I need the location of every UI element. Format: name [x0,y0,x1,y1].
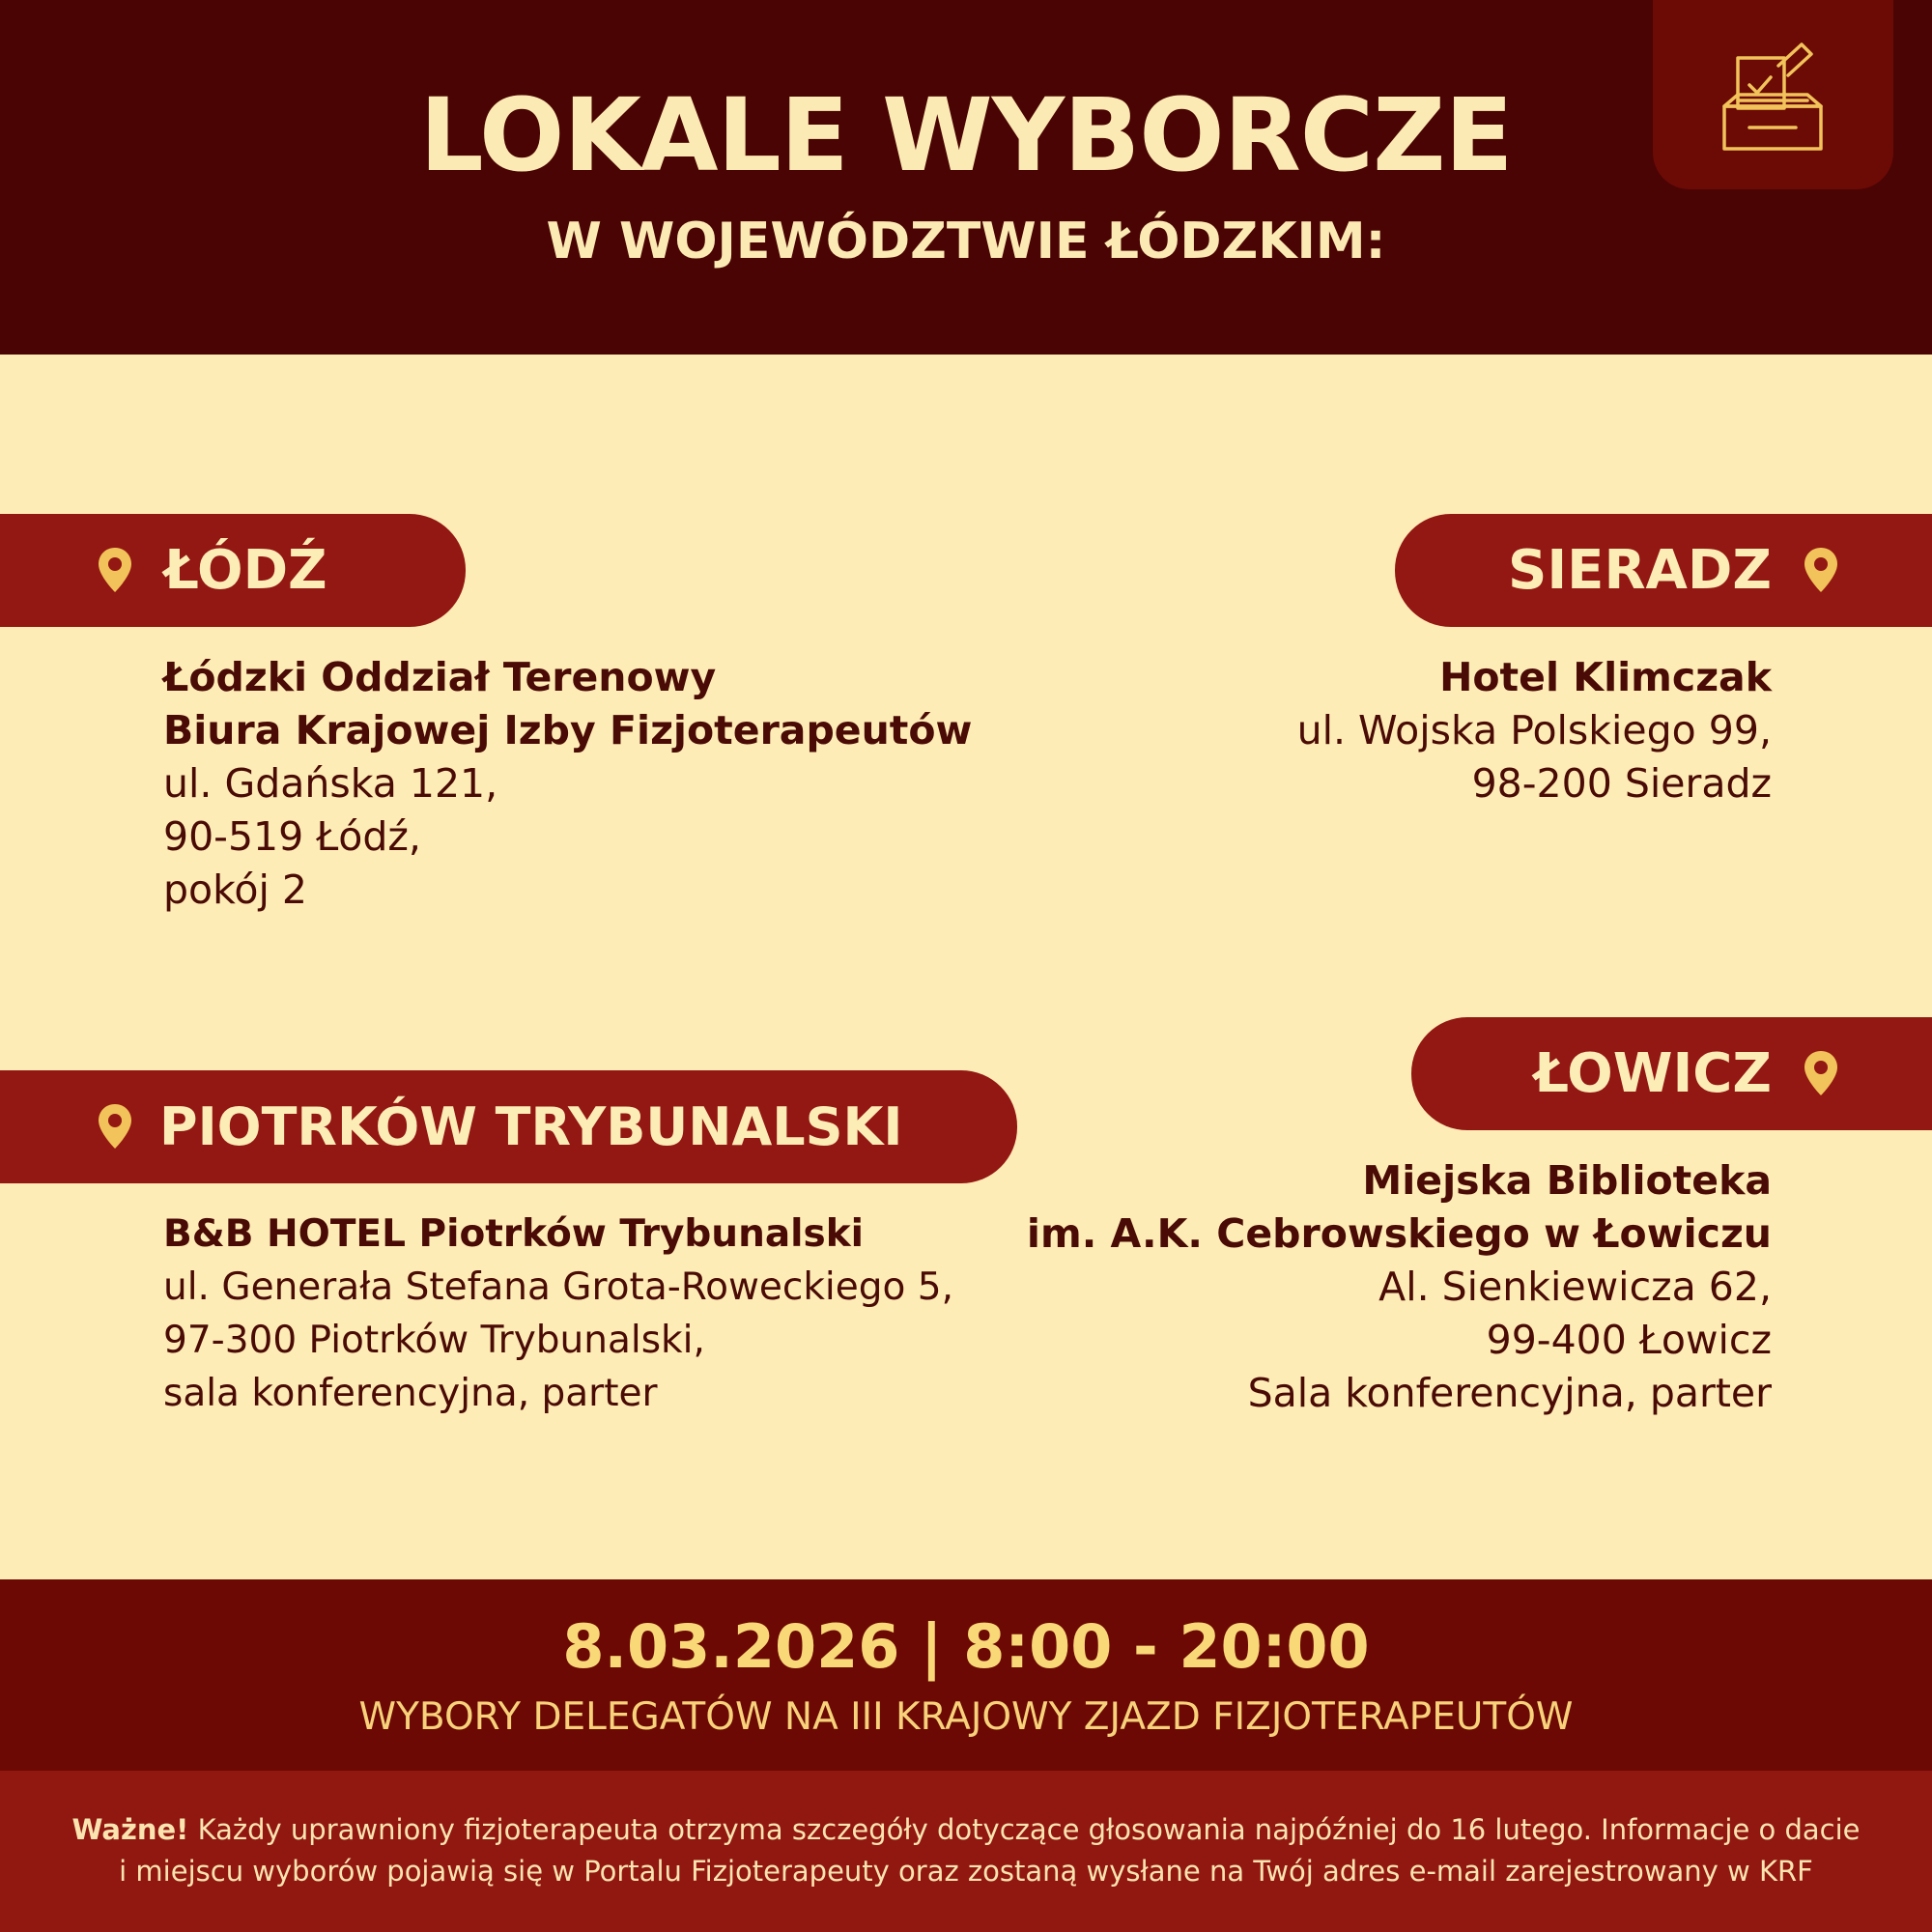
page-subtitle: W WOJEWÓDZTWIE ŁÓDZKIM: [546,213,1386,270]
address-line: 97-300 Piotrków Trybunalski, [163,1319,705,1362]
header [0,0,1932,355]
city-name-sieradz: SIERADZ [1508,539,1772,602]
address-sieradz [1297,651,1772,810]
city-pill-lowicz [1411,1017,1932,1130]
address-line: ul. Wojska Polskiego 99, [1296,707,1772,753]
city-name-piotrkow: PIOTRKÓW TRYBUNALSKI [159,1096,903,1157]
city-name-lowicz: ŁOWICZ [1534,1042,1772,1105]
address-piotrkow [163,1208,953,1420]
venue-line: Łódzki Oddział Terenowy [163,654,717,700]
event-date-time: 8.03.2026 | 8:00 - 20:00 [562,1611,1370,1682]
address-line: Al. Sienkiewicza 62, [1378,1264,1772,1310]
address-line: 98-200 Sieradz [1471,760,1772,807]
city-pill-piotrkow [0,1070,1017,1183]
venue-line: Biura Krajowej Izby Fizjoterapeutów [163,707,973,753]
address-line: pokój 2 [163,867,307,913]
venue-line: Miejska Biblioteka [1362,1157,1772,1204]
address-line: Sala konferencyjna, parter [1247,1370,1772,1416]
city-pill-sieradz [1395,514,1932,627]
address-line: 90-519 Łódź, [163,813,421,860]
location-pin-icon [97,1102,133,1151]
address-lodz [163,651,972,917]
address-line: sala konferencyjna, parter [163,1372,658,1415]
ballot-box-icon [1722,39,1823,151]
address-line: ul. Gdańska 121, [163,760,498,807]
venue-line: Hotel Klimczak [1439,654,1772,700]
note-line-2: i miejscu wyborów pojawią się w Portalu Fizjoterapeuty oraz zostaną wysłane na Twój adres e-mail zarejestrowany w KRF [119,1855,1813,1888]
important-label: Ważne! [71,1813,189,1846]
footer-note [0,1771,1932,1932]
venue-line: im. A.K. Cebrowskiego w Łowiczu [1026,1210,1772,1257]
location-pin-icon [97,546,133,594]
address-lowicz [1027,1154,1772,1420]
venue-line: B&B HOTEL Piotrków Trybunalski [163,1212,865,1256]
location-pin-icon [1803,546,1839,594]
ballot-box-badge [1653,0,1893,189]
note-line-1: Każdy uprawniony fizjoterapeuta otrzyma szczegóły dotyczące głosowania najpóźniej do 16 lutego. Informacje o dacie [188,1813,1861,1846]
address-line: ul. Generała Stefana Grota-Roweckiego 5, [163,1265,953,1309]
important-note [39,1809,1893,1892]
address-line: 99-400 Łowicz [1486,1317,1772,1363]
event-description: WYBORY DELEGATÓW NA III KRAJOWY ZJAZD FIZJOTERAPEUTÓW [358,1695,1574,1739]
city-name-lodz: ŁÓDŹ [164,539,327,602]
location-pin-icon [1803,1049,1839,1097]
event-date-bar [0,1579,1932,1771]
page-title: LOKALE WYBORCZE [419,76,1513,194]
city-pill-lodz [0,514,466,627]
